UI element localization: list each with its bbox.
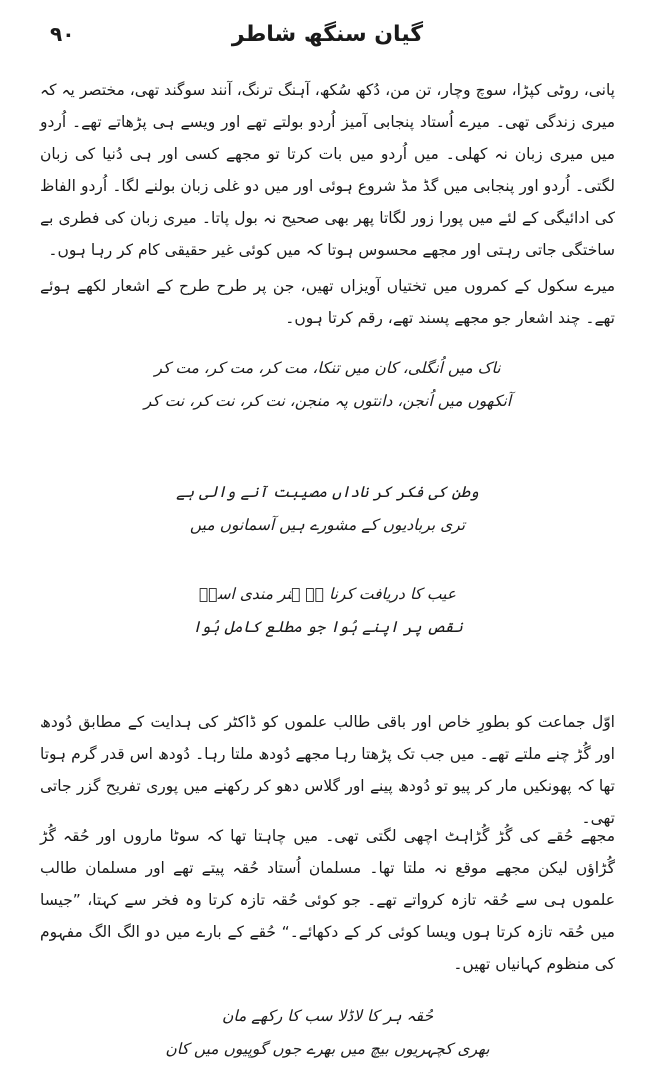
verse-line: آنکھوں میں اُنجن، دانتوں پہ منجن، نت کر، نت کر، نت کر bbox=[143, 392, 512, 410]
page-header bbox=[40, 22, 615, 62]
paragraph: میرے سکول کے کمروں میں تختیاں آویزاں تھیں، جن پر طرح طرح کے اشعار لکھے ہوئے تھے۔ چند اشعار جو مجھے پسند تھے، رقم کرتا ہوں۔ bbox=[40, 277, 615, 327]
paragraph-block-1 bbox=[40, 74, 615, 266]
paragraph: پانی، روٹی کپڑا، سوچ وچار، تن من، دُکھ سُکھ، آہنگ ترنگ، آنند سوگند تھی، مختصر یہ کہ میری زندگی تھی۔ میرے اُستاد پنجابی آمیز اُردو بولتے تھے اور ویسے ہی پڑھاتے تھے۔ اُردو میں میری زبان نہ کھلی۔ میں اُردو میں بات کرتا تو مجھے کسی اور ہی دُنیا کی زبان لگتی۔ اُردو اور پنجابی میں گڈ مڈ شروع ہوئی اور میں دو غلی زبان بولنے لگا۔ اُردو الفاظ کی ادائیگی کے لئے میں پورا زور لگاتا پھر بھی صحیح نہ بول پاتا۔ میری زبان کی فطری بے ساختگی جاتی رہتی اور مجھے محسوس ہوتا کہ میں کوئی غیر حقیقی کام کر رہا ہوں۔ bbox=[40, 81, 615, 259]
verse-couplet-2 bbox=[120, 476, 535, 542]
paragraph: مجھے حُقے کی گُڑ گُڑاہٹ اچھی لگتی تھی۔ میں چاہتا تھا کہ سوٹا ماروں اور حُقہ گُڑ گُڑاؤں لیکن مجھے موقع نہ ملتا تھا۔ مسلمان اُستاد حُقہ پیتے تھے اور مسلمان طالب علموں ہی سے حُقہ تازہ کرواتے تھے۔ جو کوئی حُقہ تازہ کرتا وہ فخر سے کہتا، ”جیسا میں حُقہ تازہ کرتا ہوں ویسا کوئی کر کے دکھائے۔“ حُقے کے بارے میں دو الگ الگ مفہوم کی منظوم کہانیاں تھیں۔ bbox=[40, 827, 615, 973]
verse-line: بھری کچہریوں بیچ میں بھرے جوں گوپیوں میں کان bbox=[165, 1040, 490, 1058]
page-number: ۹۰ bbox=[50, 22, 75, 46]
paragraph-block-4 bbox=[40, 820, 615, 980]
paragraph: اوّل جماعت کو بطورِ خاص اور باقی طالب علموں کو ڈاکٹر کی ہدایت کے مطابق دُودھ اور گُڑ چنے ملتے تھے۔ میں جب تک پڑھتا رہا مجھے دُودھ ملتا رہا۔ دُودھ اس قدر گرم ہوتا تھا کہ پھونکیں مار کر پیو تو دُودھ پینے اور گلاس دھو کر رکھنے میں پوری تفریح گزر جاتی تھی۔ bbox=[40, 713, 615, 827]
verse-line: عیب کا دریافت کرنا ہے ہنر مندی اسدؔ bbox=[198, 585, 457, 603]
paragraph-block-3 bbox=[40, 706, 615, 834]
verse-line: نقص پر اپنے ہُوا جو مطلع کامل ہُوا bbox=[192, 618, 463, 636]
verse-couplet-4 bbox=[120, 1000, 535, 1066]
verse-couplet-3 bbox=[120, 578, 535, 644]
verse-line: وطن کی فکر کر ناداں مصیبت آنے والی ہے bbox=[176, 483, 479, 501]
verse-line: ناک میں اُنگلی، کان میں تنکا، مت کر، مت کر، مت کر bbox=[154, 359, 501, 377]
verse-line: تری بربادیوں کے مشورے ہیں آسمانوں میں bbox=[189, 516, 466, 534]
paragraph-block-2 bbox=[40, 270, 615, 334]
running-title: گیان سنگھ شاطر bbox=[231, 22, 424, 47]
verse-couplet-1 bbox=[120, 352, 535, 418]
verse-line: حُقہ ہر کا لاڈلا سب کا رکھے مان bbox=[221, 1007, 434, 1025]
